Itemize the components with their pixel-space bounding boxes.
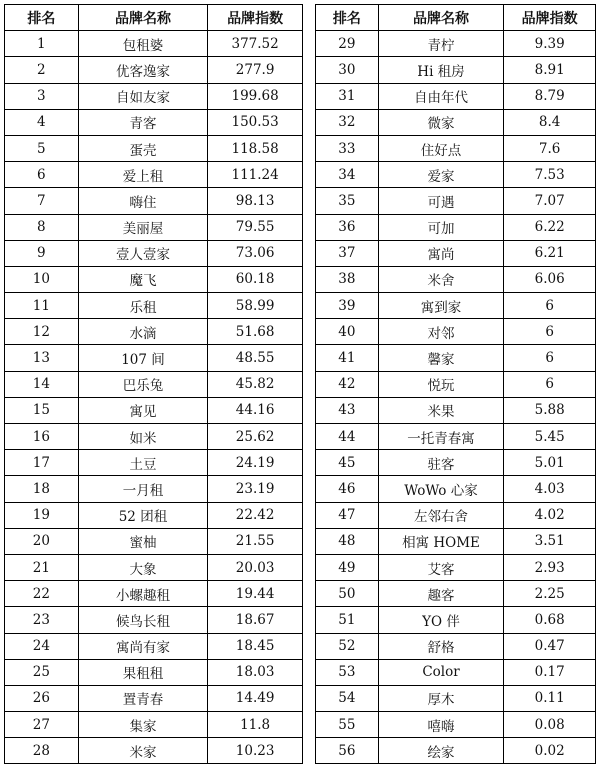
table-row xyxy=(316,214,596,240)
brand-index-cell: 6 xyxy=(504,293,596,319)
table-row xyxy=(5,633,303,659)
rank-cell: 12 xyxy=(5,319,79,345)
table-row xyxy=(316,371,596,397)
brand-index-cell: 7.6 xyxy=(504,135,596,161)
brand-name-cell: 左邻右舍 xyxy=(378,502,504,528)
brand-index-cell: 0.68 xyxy=(504,607,596,633)
rank-cell: 25 xyxy=(5,659,79,685)
rank-cell: 17 xyxy=(5,450,79,476)
brand-name-cell: 包租婆 xyxy=(78,31,208,57)
table-row xyxy=(316,162,596,188)
brand-name-cell: 美丽屋 xyxy=(78,214,208,240)
brand-name-cell: 52 团租 xyxy=(78,502,208,528)
table-row xyxy=(5,319,303,345)
table-row xyxy=(316,31,596,57)
brand-name-cell: 悦玩 xyxy=(378,371,504,397)
brand-name-cell: 壹人壹家 xyxy=(78,240,208,266)
brand-name-cell: 小螺趣租 xyxy=(78,581,208,607)
rank-cell: 46 xyxy=(316,476,379,502)
table-row xyxy=(316,607,596,633)
brand-index-cell: 5.01 xyxy=(504,450,596,476)
brand-name-cell: 爱上租 xyxy=(78,162,208,188)
table-body-left xyxy=(5,31,303,764)
rank-cell: 38 xyxy=(316,266,379,292)
header-rank: 排名 xyxy=(316,5,379,31)
brand-index-cell: 18.67 xyxy=(208,607,303,633)
rank-cell: 40 xyxy=(316,319,379,345)
brand-name-cell: 可加 xyxy=(378,214,504,240)
rank-cell: 36 xyxy=(316,214,379,240)
brand-index-cell: 111.24 xyxy=(208,162,303,188)
brand-index-cell: 60.18 xyxy=(208,266,303,292)
brand-name-cell: 果租租 xyxy=(78,659,208,685)
rank-cell: 33 xyxy=(316,135,379,161)
brand-name-cell: 土豆 xyxy=(78,450,208,476)
brand-index-cell: 0.11 xyxy=(504,685,596,711)
brand-name-cell: 如米 xyxy=(78,424,208,450)
table-row xyxy=(316,659,596,685)
brand-name-cell: 米舍 xyxy=(378,266,504,292)
brand-name-cell: 一托青春寓 xyxy=(378,424,504,450)
rank-cell: 30 xyxy=(316,57,379,83)
brand-name-cell: 寓尚 xyxy=(378,240,504,266)
rank-cell: 29 xyxy=(316,31,379,57)
brand-name-cell: 对邻 xyxy=(378,319,504,345)
brand-name-cell: 绘家 xyxy=(378,738,504,764)
brand-index-cell: 11.8 xyxy=(208,712,303,738)
rank-cell: 49 xyxy=(316,554,379,580)
table-row xyxy=(316,266,596,292)
rank-cell: 11 xyxy=(5,293,79,319)
brand-name-cell: Color xyxy=(378,659,504,685)
rank-cell: 50 xyxy=(316,581,379,607)
rank-cell: 19 xyxy=(5,502,79,528)
table-row xyxy=(316,188,596,214)
rank-cell: 43 xyxy=(316,397,379,423)
table-row xyxy=(316,554,596,580)
brand-name-cell: 候鸟长租 xyxy=(78,607,208,633)
table-row xyxy=(5,162,303,188)
rank-cell: 20 xyxy=(5,528,79,554)
table-row xyxy=(316,502,596,528)
header-rank: 排名 xyxy=(5,5,79,31)
brand-index-cell: 19.44 xyxy=(208,581,303,607)
brand-index-cell: 4.02 xyxy=(504,502,596,528)
rank-cell: 54 xyxy=(316,685,379,711)
brand-index-cell: 44.16 xyxy=(208,397,303,423)
table-row xyxy=(5,476,303,502)
rank-cell: 26 xyxy=(5,685,79,711)
brand-index-cell: 24.19 xyxy=(208,450,303,476)
brand-name-cell: 趣客 xyxy=(378,581,504,607)
rank-cell: 6 xyxy=(5,162,79,188)
brand-name-cell: 微家 xyxy=(378,109,504,135)
table-row xyxy=(316,397,596,423)
rank-cell: 23 xyxy=(5,607,79,633)
brand-name-cell: 青客 xyxy=(78,109,208,135)
rank-cell: 27 xyxy=(5,712,79,738)
table-row xyxy=(5,135,303,161)
table-row xyxy=(316,712,596,738)
table-row xyxy=(5,659,303,685)
ranking-table-left xyxy=(4,4,303,764)
brand-index-cell: 7.53 xyxy=(504,162,596,188)
table-row xyxy=(316,633,596,659)
brand-index-cell: 25.62 xyxy=(208,424,303,450)
brand-name-cell: WoWo 心家 xyxy=(378,476,504,502)
table-row xyxy=(5,240,303,266)
table-row xyxy=(5,214,303,240)
brand-index-cell: 6.21 xyxy=(504,240,596,266)
brand-index-cell: 51.68 xyxy=(208,319,303,345)
brand-name-cell: 艾客 xyxy=(378,554,504,580)
brand-index-cell: 98.13 xyxy=(208,188,303,214)
rank-cell: 51 xyxy=(316,607,379,633)
table-body-right xyxy=(316,31,596,764)
table-row xyxy=(316,738,596,764)
brand-index-cell: 6.22 xyxy=(504,214,596,240)
brand-name-cell: 水滴 xyxy=(78,319,208,345)
brand-index-cell: 48.55 xyxy=(208,345,303,371)
rank-cell: 52 xyxy=(316,633,379,659)
rank-cell: 45 xyxy=(316,450,379,476)
rank-cell: 21 xyxy=(5,554,79,580)
table-row xyxy=(316,450,596,476)
brand-name-cell: 嘻嗨 xyxy=(378,712,504,738)
table-row xyxy=(316,319,596,345)
brand-index-cell: 22.42 xyxy=(208,502,303,528)
table-row xyxy=(5,581,303,607)
brand-name-cell: 厚木 xyxy=(378,685,504,711)
rank-cell: 5 xyxy=(5,135,79,161)
table-row xyxy=(5,371,303,397)
brand-index-cell: 0.47 xyxy=(504,633,596,659)
brand-index-cell: 9.39 xyxy=(504,31,596,57)
brand-index-cell: 0.17 xyxy=(504,659,596,685)
ranking-table-right xyxy=(315,4,596,764)
table-row xyxy=(316,240,596,266)
brand-index-cell: 150.53 xyxy=(208,109,303,135)
brand-name-cell: 米果 xyxy=(378,397,504,423)
brand-index-cell: 14.49 xyxy=(208,685,303,711)
brand-name-cell: 寓尚有家 xyxy=(78,633,208,659)
brand-name-cell: 舒格 xyxy=(378,633,504,659)
brand-name-cell: 巴乐兔 xyxy=(78,371,208,397)
brand-index-cell: 6 xyxy=(504,345,596,371)
brand-index-cell: 2.93 xyxy=(504,554,596,580)
brand-name-cell: 自如友家 xyxy=(78,83,208,109)
brand-index-cell: 45.82 xyxy=(208,371,303,397)
brand-name-cell: 乐租 xyxy=(78,293,208,319)
brand-name-cell: 大象 xyxy=(78,554,208,580)
table-row xyxy=(316,293,596,319)
table-row xyxy=(5,345,303,371)
table-row xyxy=(316,581,596,607)
rank-cell: 32 xyxy=(316,109,379,135)
brand-index-cell: 58.99 xyxy=(208,293,303,319)
brand-name-cell: 寓到家 xyxy=(378,293,504,319)
table-row xyxy=(316,135,596,161)
rank-cell: 14 xyxy=(5,371,79,397)
header-brand-index: 品牌指数 xyxy=(208,5,303,31)
brand-name-cell: 住好点 xyxy=(378,135,504,161)
brand-name-cell: 一月租 xyxy=(78,476,208,502)
brand-name-cell: 蜜柚 xyxy=(78,528,208,554)
table-row xyxy=(316,528,596,554)
rank-cell: 4 xyxy=(5,109,79,135)
table-row xyxy=(5,424,303,450)
table-row xyxy=(5,502,303,528)
table-row xyxy=(5,109,303,135)
brand-name-cell: 蛋壳 xyxy=(78,135,208,161)
rank-cell: 24 xyxy=(5,633,79,659)
rank-cell: 7 xyxy=(5,188,79,214)
rank-cell: 31 xyxy=(316,83,379,109)
brand-name-cell: Hi 租房 xyxy=(378,57,504,83)
table-row xyxy=(316,109,596,135)
brand-name-cell: 置青春 xyxy=(78,685,208,711)
brand-index-cell: 377.52 xyxy=(208,31,303,57)
brand-name-cell: YO 伴 xyxy=(378,607,504,633)
brand-name-cell: 嗨住 xyxy=(78,188,208,214)
table-row xyxy=(5,293,303,319)
brand-index-cell: 4.03 xyxy=(504,476,596,502)
rank-cell: 34 xyxy=(316,162,379,188)
rank-cell: 13 xyxy=(5,345,79,371)
brand-index-cell: 18.45 xyxy=(208,633,303,659)
rank-cell: 48 xyxy=(316,528,379,554)
rank-cell: 1 xyxy=(5,31,79,57)
brand-name-cell: 魔飞 xyxy=(78,266,208,292)
brand-name-cell: 优客逸家 xyxy=(78,57,208,83)
brand-name-cell: 集家 xyxy=(78,712,208,738)
rank-cell: 41 xyxy=(316,345,379,371)
brand-index-cell: 199.68 xyxy=(208,83,303,109)
rank-cell: 47 xyxy=(316,502,379,528)
table-row xyxy=(5,554,303,580)
table-row xyxy=(316,57,596,83)
rank-cell: 10 xyxy=(5,266,79,292)
table-row xyxy=(5,57,303,83)
brand-index-cell: 6 xyxy=(504,371,596,397)
rank-cell: 28 xyxy=(5,738,79,764)
brand-index-cell: 5.88 xyxy=(504,397,596,423)
header-row xyxy=(5,5,303,31)
brand-index-cell: 0.02 xyxy=(504,738,596,764)
rank-cell: 55 xyxy=(316,712,379,738)
rank-cell: 22 xyxy=(5,581,79,607)
table-row xyxy=(5,607,303,633)
brand-index-cell: 8.4 xyxy=(504,109,596,135)
table-row xyxy=(5,188,303,214)
table-row xyxy=(5,712,303,738)
rank-cell: 2 xyxy=(5,57,79,83)
rank-cell: 16 xyxy=(5,424,79,450)
table-row xyxy=(5,266,303,292)
rank-cell: 44 xyxy=(316,424,379,450)
brand-name-cell: 米家 xyxy=(78,738,208,764)
header-brand-name: 品牌名称 xyxy=(78,5,208,31)
brand-index-cell: 0.08 xyxy=(504,712,596,738)
rank-cell: 39 xyxy=(316,293,379,319)
brand-name-cell: 相寓 HOME xyxy=(378,528,504,554)
header-row xyxy=(316,5,596,31)
brand-name-cell: 爱家 xyxy=(378,162,504,188)
brand-index-cell: 73.06 xyxy=(208,240,303,266)
brand-index-cell: 5.45 xyxy=(504,424,596,450)
brand-name-cell: 107 间 xyxy=(78,345,208,371)
brand-name-cell: 寓见 xyxy=(78,397,208,423)
brand-index-cell: 6.06 xyxy=(504,266,596,292)
rank-cell: 18 xyxy=(5,476,79,502)
rank-cell: 53 xyxy=(316,659,379,685)
brand-name-cell: 驻客 xyxy=(378,450,504,476)
rank-cell: 15 xyxy=(5,397,79,423)
brand-index-cell: 277.9 xyxy=(208,57,303,83)
table-row xyxy=(5,397,303,423)
brand-index-cell: 7.07 xyxy=(504,188,596,214)
brand-index-cell: 23.19 xyxy=(208,476,303,502)
brand-name-cell: 青柠 xyxy=(378,31,504,57)
table-row xyxy=(316,345,596,371)
brand-index-cell: 3.51 xyxy=(504,528,596,554)
table-row xyxy=(316,476,596,502)
brand-index-cell: 8.91 xyxy=(504,57,596,83)
table-row xyxy=(5,738,303,764)
table-row xyxy=(316,83,596,109)
brand-index-cell: 10.23 xyxy=(208,738,303,764)
brand-index-cell: 118.58 xyxy=(208,135,303,161)
rank-cell: 9 xyxy=(5,240,79,266)
rank-cell: 37 xyxy=(316,240,379,266)
brand-index-cell: 79.55 xyxy=(208,214,303,240)
table-row xyxy=(5,685,303,711)
brand-index-cell: 20.03 xyxy=(208,554,303,580)
rank-cell: 42 xyxy=(316,371,379,397)
rank-cell: 8 xyxy=(5,214,79,240)
table-row xyxy=(5,83,303,109)
header-brand-name: 品牌名称 xyxy=(378,5,504,31)
rank-cell: 35 xyxy=(316,188,379,214)
table-row xyxy=(5,528,303,554)
brand-index-cell: 21.55 xyxy=(208,528,303,554)
brand-index-cell: 18.03 xyxy=(208,659,303,685)
brand-name-cell: 自由年代 xyxy=(378,83,504,109)
rank-cell: 3 xyxy=(5,83,79,109)
table-row xyxy=(5,31,303,57)
table-row xyxy=(316,685,596,711)
brand-index-cell: 6 xyxy=(504,319,596,345)
brand-name-cell: 馨家 xyxy=(378,345,504,371)
brand-index-cell: 2.25 xyxy=(504,581,596,607)
brand-name-cell: 可遇 xyxy=(378,188,504,214)
table-row xyxy=(5,450,303,476)
header-brand-index: 品牌指数 xyxy=(504,5,596,31)
brand-index-cell: 8.79 xyxy=(504,83,596,109)
table-row xyxy=(316,424,596,450)
rank-cell: 56 xyxy=(316,738,379,764)
